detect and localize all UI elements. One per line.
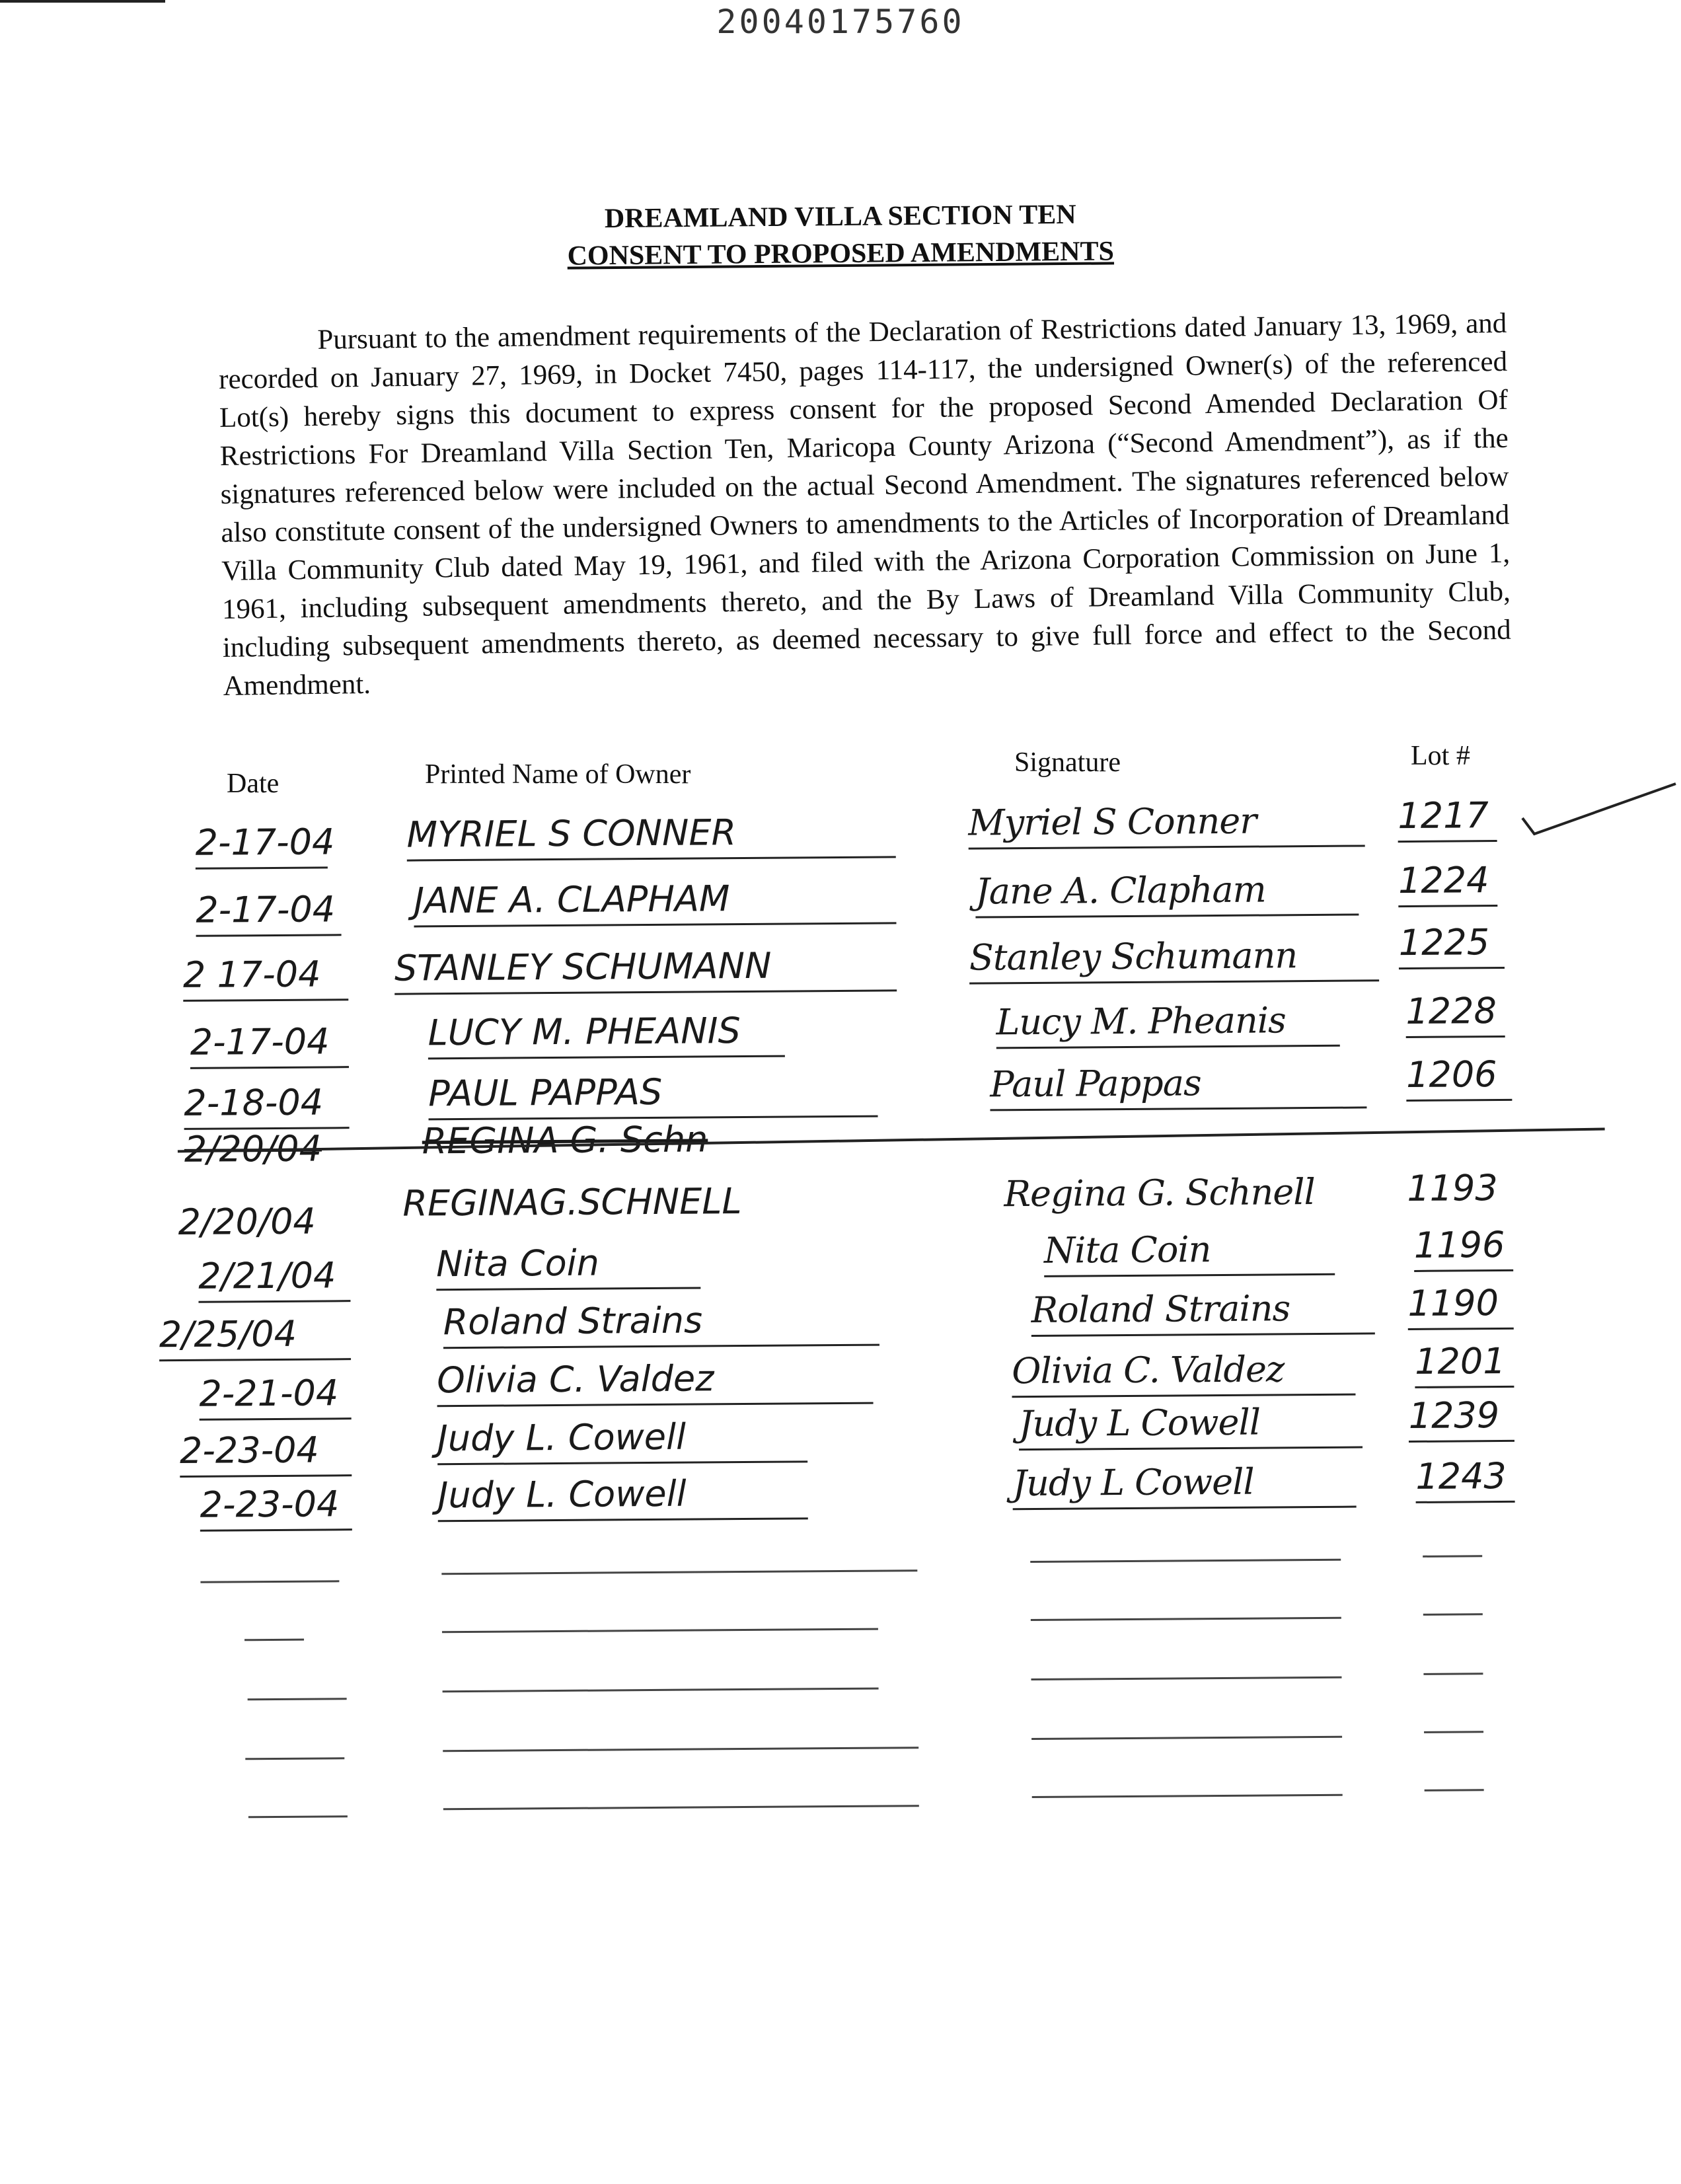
signature-row-date: 2/25/04 bbox=[159, 1312, 352, 1361]
signature-row-signature: Olivia C. Valdez bbox=[1012, 1347, 1355, 1398]
signature-row-lot: 1196 bbox=[1414, 1223, 1514, 1272]
blank-lot-line bbox=[1423, 1659, 1483, 1675]
signature-row-signature: Stanley Schumann bbox=[969, 933, 1379, 984]
consent-paragraph: Pursuant to the amendment requirements of the Declaration of Restrictions dated January 13, 1969, and recorded on January 27, 1969, in Docket 7450, pages 114-117, the undersigned Owner(s) of the referenced Lot(s) hereby signs this document to express consent for the proposed Second Amended Declaration Of Restrictions For Dreamland Villa Section Ten, Maricopa County Arizona (“Second Amendment”), as if the signatures referenced below were included on the actual Second Amendment. The signatures referenced below also constitute consent of the undersigned Owners to amendments to the Articles of Incorporation of Dreamland Villa Community Club dated May 19, 1961, and filed with the Arizona Corporation Commission on June 1, 1961, including subsequent amendments thereto, and the By Laws of Dreamland Villa Community Club, including subsequent amendments thereto, as deemed necessary to give full force and effect to the Second Amendment. bbox=[218, 307, 1512, 702]
signature-row-signature: Nita Coin bbox=[1044, 1227, 1335, 1277]
blank-lot-line bbox=[1425, 1776, 1484, 1791]
blank-lot-line bbox=[1424, 1717, 1483, 1733]
signature-row-signature: Paul Pappas bbox=[990, 1060, 1366, 1111]
column-header-date: Date bbox=[227, 769, 280, 799]
blank-signature-line bbox=[1031, 1723, 1342, 1740]
signature-row-signature: Roland Strains bbox=[1031, 1286, 1374, 1337]
column-header-lot-number: Lot # bbox=[1411, 741, 1470, 771]
document-title: DREAMLAND VILLA SECTION TEN bbox=[604, 199, 1076, 235]
blank-name-line bbox=[443, 1791, 919, 1810]
signature-row-date: 2-23-04 bbox=[200, 1482, 352, 1532]
blank-name-line bbox=[442, 1615, 878, 1634]
signature-row-name: Nita Coin bbox=[436, 1240, 700, 1291]
signature-row-signature: Myriel S Conner bbox=[968, 798, 1364, 849]
blank-date-line bbox=[244, 1626, 304, 1641]
signature-row-date: 2-17-04 bbox=[196, 887, 342, 937]
signature-row-name: PAUL PAPPAS bbox=[428, 1069, 878, 1121]
blank-lot-line bbox=[1423, 1542, 1482, 1558]
signature-row-lot: 1239 bbox=[1408, 1394, 1514, 1443]
column-header-printed-name: Printed Name of Owner bbox=[425, 759, 691, 790]
blank-date-line bbox=[245, 1744, 344, 1760]
blank-lot-line bbox=[1423, 1600, 1483, 1616]
blank-signature-line bbox=[1031, 1663, 1341, 1680]
blank-signature-line bbox=[1031, 1604, 1341, 1621]
blank-date-line bbox=[200, 1567, 339, 1583]
blank-signature-line bbox=[1032, 1781, 1343, 1798]
strike-through-line bbox=[178, 1127, 1605, 1152]
blank-name-line bbox=[443, 1733, 918, 1752]
signature-row-date: 2-18-04 bbox=[184, 1080, 350, 1130]
signature-row-date: 2/20/04 bbox=[178, 1200, 317, 1243]
signature-row-lot: 1224 bbox=[1398, 858, 1498, 907]
document-number: 20040175760 bbox=[716, 3, 965, 41]
blank-name-line bbox=[442, 1675, 878, 1693]
crossed-out-name: REGINA G. Schn bbox=[422, 1118, 708, 1162]
signature-row-date: 2 17-04 bbox=[183, 952, 349, 1002]
signature-row-name: REGINAG.SCHNELL bbox=[402, 1180, 742, 1224]
blank-name-line bbox=[441, 1556, 917, 1575]
signature-row-lot: 1243 bbox=[1415, 1454, 1515, 1503]
signature-row-name: Olivia C. Valdez bbox=[437, 1356, 873, 1408]
signature-row-lot: 1190 bbox=[1407, 1281, 1514, 1330]
signature-row-date: 2-17-04 bbox=[190, 1020, 349, 1069]
signature-row-name: JANE A. CLAPHAM bbox=[414, 876, 896, 927]
signature-row-signature: Judy L Cowell bbox=[1019, 1400, 1363, 1450]
signature-row-name: MYRIEL S CONNER bbox=[406, 810, 895, 861]
signature-row-date: 2-17-04 bbox=[195, 820, 328, 869]
signature-row-date: 2-21-04 bbox=[199, 1371, 352, 1421]
signature-row-name: Judy L. Cowell bbox=[437, 1471, 807, 1522]
signature-row-lot: 1217 bbox=[1398, 794, 1497, 843]
signature-row-name: LUCY M. PHEANIS bbox=[428, 1009, 784, 1060]
signature-row-lot: 1228 bbox=[1405, 989, 1505, 1038]
signature-row-date: 2-23-04 bbox=[180, 1428, 352, 1478]
signature-row-date: 2/21/04 bbox=[198, 1254, 351, 1303]
signature-row-name: Roland Strains bbox=[443, 1298, 879, 1349]
signature-row-signature: Judy L Cowell bbox=[1012, 1460, 1356, 1511]
signature-row-lot: 1206 bbox=[1406, 1053, 1513, 1102]
crossed-out-date: 2/20/04 bbox=[184, 1127, 322, 1170]
signature-row-name: Judy L. Cowell bbox=[437, 1414, 807, 1465]
document-subtitle: CONSENT TO PROPOSED AMENDMENTS bbox=[567, 236, 1115, 272]
signature-row-signature: Jane A. Clapham bbox=[975, 868, 1359, 919]
blank-date-line bbox=[248, 1802, 348, 1818]
blank-date-line bbox=[248, 1684, 347, 1700]
signature-row-name: STANLEY SCHUMANN bbox=[394, 943, 897, 995]
signature-row-lot: 1193 bbox=[1407, 1167, 1498, 1210]
column-header-signature: Signature bbox=[1014, 747, 1121, 778]
blank-signature-line bbox=[1030, 1546, 1341, 1563]
signature-row-signature: Regina G. Schnell bbox=[1004, 1170, 1316, 1215]
signature-row-signature: Lucy M. Pheanis bbox=[996, 998, 1339, 1049]
signature-row-lot: 1201 bbox=[1415, 1339, 1514, 1388]
signature-row-lot: 1225 bbox=[1398, 921, 1505, 969]
